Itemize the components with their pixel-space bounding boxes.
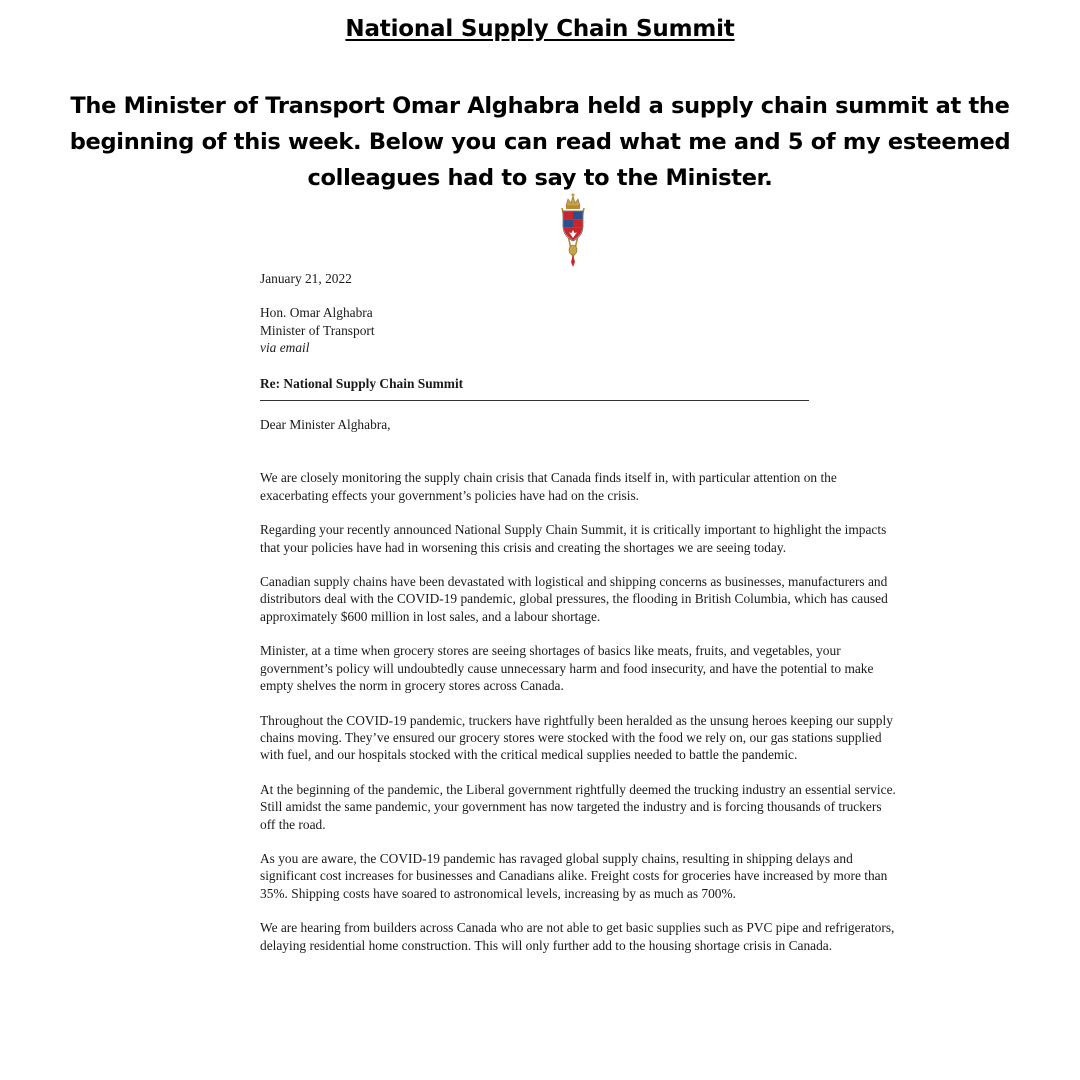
house-of-commons-crest-icon: [556, 192, 590, 268]
letter-paragraph: Canadian supply chains have been devastated with logistical and shipping concerns as businesses, manufacturers and distributors deal with the COVID-19 pandemic, global pressures, the flooding in British Columbia, which has caused approximately $600 million in lost sales, and a labour shortage.: [260, 574, 888, 624]
letter-paragraph: Minister, at a time when grocery stores are seeing shortages of basics like meats, fruits, and vegetables, your government’s policy will undoubtedly cause unnecessary harm and food insecurity, and have the potential to make empty shelves the norm in grocery stores across Canada.: [260, 643, 874, 694]
letter-salutation: Dear Minister Alghabra,: [260, 417, 391, 433]
letter-paragraph: Regarding your recently announced National Supply Chain Summit, it is critically important to highlight the impacts that your policies have had in worsening this crisis and creating the shortages we are seeing today.: [260, 522, 887, 555]
letter: [260, 270, 900, 971]
letter-paragraph: We are closely monitoring the supply chain crisis that Canada finds itself in, with particular attention on the exacerbating effects your government’s policies have had on the crisis.: [260, 470, 837, 503]
recipient-name: Hon. Omar Alghabra: [260, 305, 373, 321]
subject-divider: [260, 400, 809, 401]
recipient-title: Minister of Transport: [260, 322, 375, 338]
letter-paragraph: At the beginning of the pandemic, the Liberal government rightfully deemed the trucking industry an essential service. Still amidst the same pandemic, your government has now targeted the industry and is forcing thousands of truckers off the road.: [260, 781, 896, 832]
letter-paragraph: Throughout the COVID-19 pandemic, truckers have rightfully been heralded as the unsung heroes keeping our supply chains moving. They’ve ensured our grocery stores were stocked with the food we rely on, our gas stations supplied with fuel, and our hospitals stocked with the critical medical supplies needed to battle the pandemic.: [260, 712, 893, 763]
intro-text: The Minister of Transport Omar Alghabra held a supply chain summit at the beginning of this week. Below you can read what me and 5 of my esteemed colleagues had to say to the Minister.: [69, 93, 1011, 191]
letter-paragraph: As you are aware, the COVID-19 pandemic has ravaged global supply chains, resulting in shipping delays and significant cost increases for businesses and Canadians alike. Freight costs for groceries have increased by more than 35%. Shipping costs have soared to astronomical levels, increasing by as much as 700%.: [260, 850, 888, 901]
letter-paragraph: We are hearing from builders across Canada who are not able to get basic supplies such as PVC pipe and refrigerators, delaying residential home construction. This will only further add to the housing shortage crisis in Canada.: [260, 920, 895, 953]
letter-subject: Re: National Supply Chain Summit: [260, 375, 464, 391]
letter-date: January 21, 2022: [260, 271, 352, 286]
page-title: National Supply Chain Summit: [345, 16, 735, 42]
recipient-delivery: via email: [260, 340, 310, 356]
